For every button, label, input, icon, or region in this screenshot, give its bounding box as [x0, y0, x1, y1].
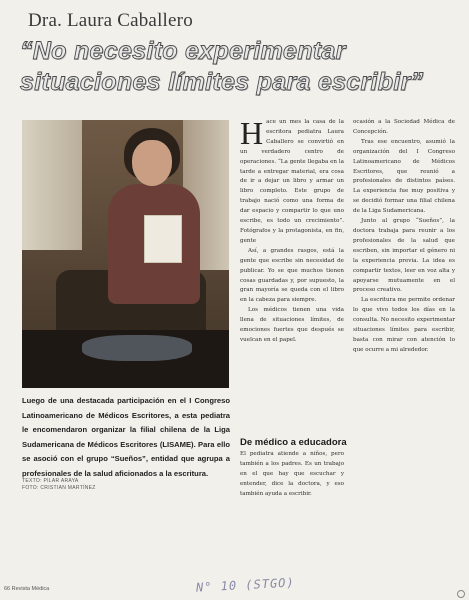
- photo-window-left: [22, 120, 82, 250]
- credit-photo: FOTO: CRISTIAN MARTÍNEZ: [22, 485, 96, 491]
- body-column-middle: [240, 115, 344, 346]
- drop-cap: H: [240, 115, 264, 151]
- headline-line-2: situaciones límites para escribir”: [20, 68, 424, 96]
- photo-credits: [22, 478, 222, 492]
- page-footer-label: 66 Revista Médica: [4, 586, 50, 592]
- photo-book: [144, 215, 182, 263]
- page-edge-mark: [457, 590, 465, 598]
- photo-caption: Luego de una destacada participación en el I Congreso Latinoamericano de Médicos Escritores, a esta pediatra le encomendaron organizar la filial chilena de la Liga Sudamericana de Médicos Escritores (LISAME). Para ello se asoció con el grupo “Sueños”, entidad que agrupa a profesionales de la salud aficionados a la escritura.: [22, 396, 230, 478]
- article-kicker: Dra. Laura Caballero: [28, 10, 193, 31]
- section-subhead: De médico a educadora: [240, 437, 347, 448]
- photo-table-items: [82, 335, 192, 361]
- photo-person-face: [132, 140, 172, 186]
- body-column-right: [353, 118, 455, 356]
- body-paragraph: ocasión a la Sociedad Médica de Concepción.: [353, 119, 455, 135]
- handwritten-note: N° 10 (STGO): [195, 575, 296, 595]
- article-headline: [20, 36, 460, 98]
- body-paragraph: Junto al grupo “Sueños”, la doctora trabaja para reunir a los profesionales de la salud que escriben, sin importar el género ni la experiencia previa. La idea es compartir textos, leer en voz alta y apoyarse mutuamente en el proceso creativo.: [353, 218, 455, 294]
- body-paragraph: Tras ese encuentro, asumió la organización del I Congreso Latinoamericano de Médicos Escritores, que reunió a profesionales de distintos países. La experiencia fue muy positiva y se decidió formar una filial chilena de la Liga Sudamericana.: [353, 138, 455, 215]
- body-column-middle-lower: [240, 450, 344, 500]
- body-paragraph: El pediatra atiende a niños, pero también a los padres. Es un trabajo en el que hay que escuchar y entender, dice la doctora, y eso también ayuda a escribir.: [240, 451, 344, 497]
- body-paragraph: Hace un mes la casa de la escritora pediatra Laura Caballero se convirtió en un verdadero centro de operaciones. “La gente llegaba en la tarde a entregar material, era cosa de ir a dejar un libro y armar un libro completo. Este grupo de trabajo nació como una forma de dar espacio y compartir lo que uno escribe, es todo un crecimiento”. Fotógrafos y la protagonista, en fin, gente: [240, 115, 344, 244]
- portrait-photo: [22, 120, 229, 388]
- body-paragraph: Así, a grandes rasgos, está la gente que escribe sin necesidad de publicar. Yo se que muchos tienen cosas guardadas y, por supuesto, la gran mayoría se queda con el libro en la cabeza para siempre.: [240, 247, 344, 304]
- body-paragraph: La escritura me permite ordenar lo que vivo todos los días en la consulta. No necesito experimentar situaciones límites para escribir, basta con mirar con atención lo que ocurre a mi alrededor.: [353, 297, 455, 353]
- body-paragraph: Los médicos tienen una vida llena de situaciones límites, de emociones fuertes que después se vuelcan en el papel.: [240, 307, 344, 343]
- credit-text: TEXTO: PILAR ARAYA: [22, 478, 79, 484]
- headline-line-1: “No necesito experimentar: [20, 37, 346, 65]
